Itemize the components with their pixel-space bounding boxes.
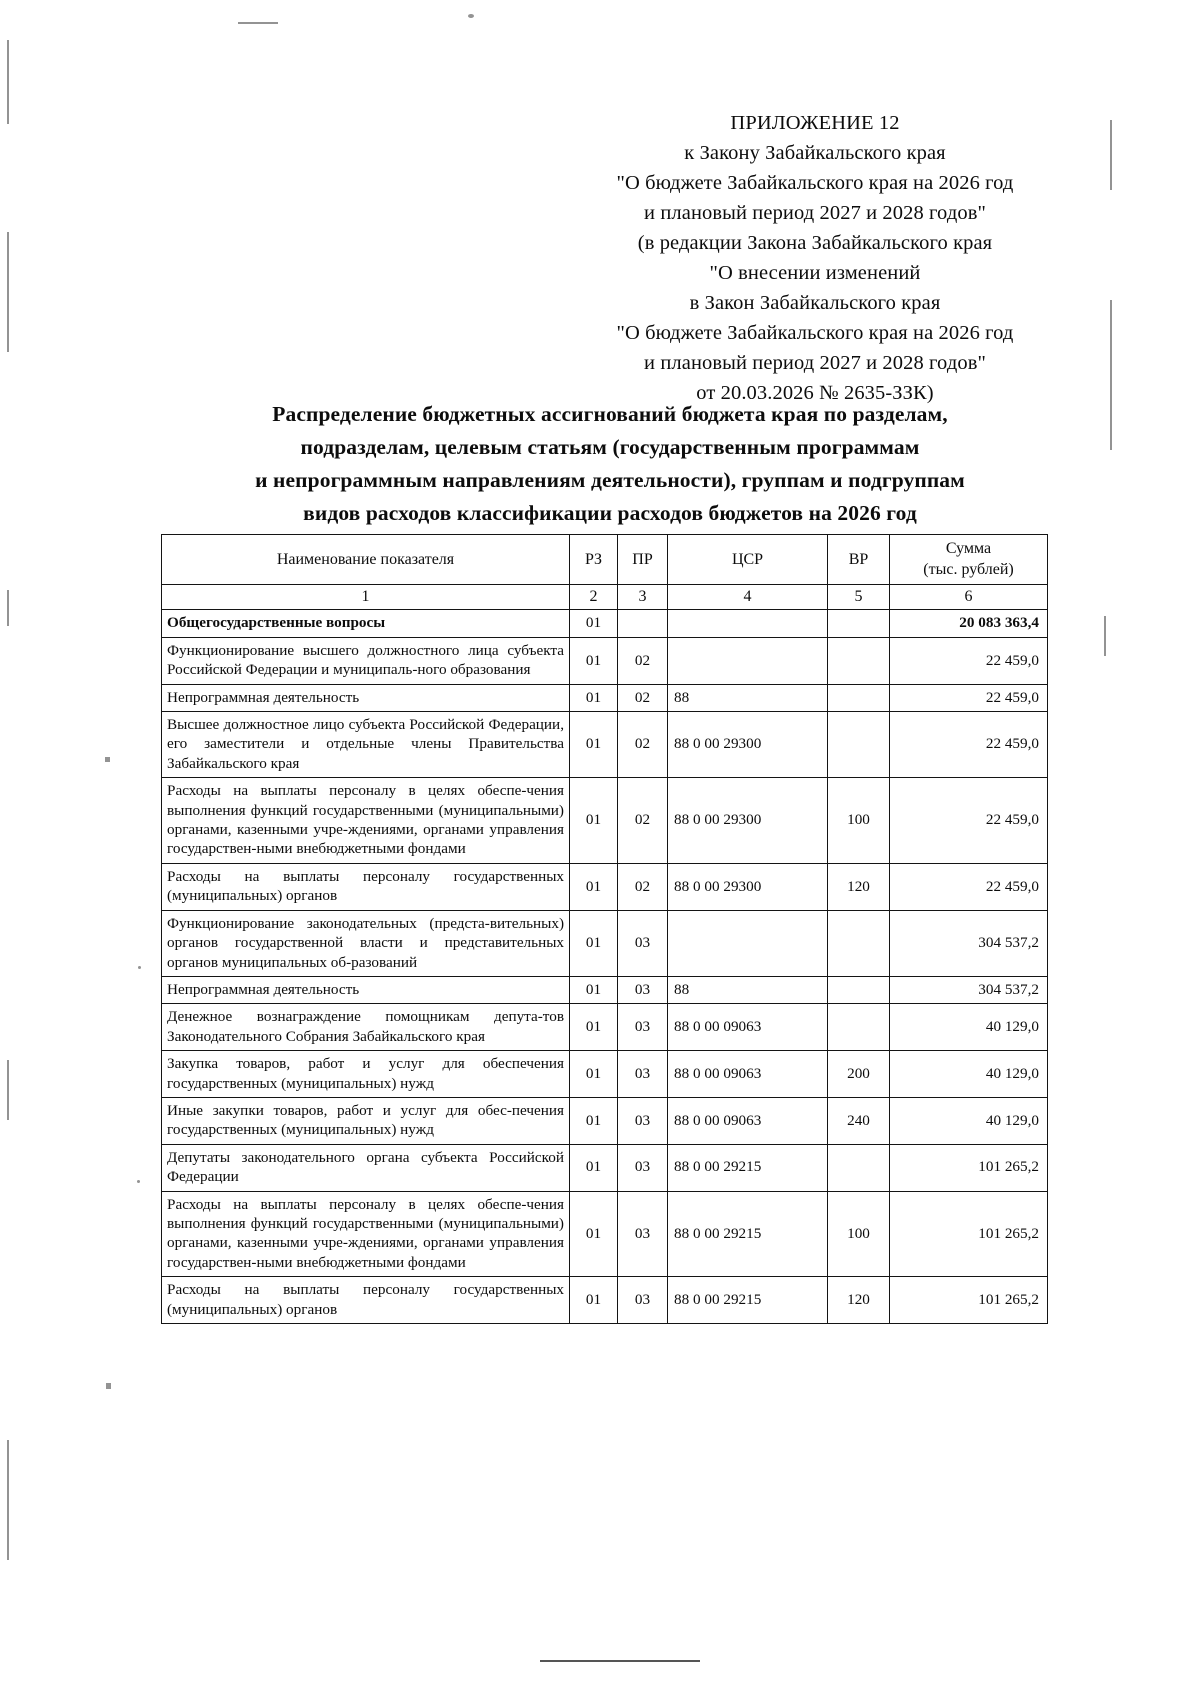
scan-artifact: [7, 1060, 9, 1120]
scan-artifact: [7, 40, 9, 124]
scan-artifact: [137, 1180, 140, 1183]
column-number-row: [162, 585, 1048, 610]
law-reference-line-6: в Закон Забайкальского края: [689, 292, 941, 314]
cell-indicator-name: Непрограммная деятельность: [162, 684, 570, 711]
page-footer-rule: [540, 1660, 700, 1662]
cell-rz: 01: [570, 1051, 618, 1098]
page-title-line-4: видов расходов классификации расходов бюджетов на 2026 год: [303, 501, 917, 525]
cell-rz: 01: [570, 684, 618, 711]
cell-csr: 88 0 00 29215: [668, 1277, 828, 1324]
cell-rz: 01: [570, 1144, 618, 1191]
cell-pr: 03: [618, 1277, 668, 1324]
cell-sum: 22 459,0: [890, 712, 1048, 778]
cell-rz: 01: [570, 863, 618, 910]
cell-csr: 88 0 00 09063: [668, 1097, 828, 1144]
page-title: [150, 398, 1070, 530]
table-row: [162, 610, 1048, 637]
column-number-3: 3: [618, 585, 668, 610]
cell-indicator-name: Расходы на выплаты персоналу государственных (муниципальных) органов: [162, 863, 570, 910]
cell-csr: [668, 610, 828, 637]
cell-sum: 22 459,0: [890, 684, 1048, 711]
cell-vr: 100: [828, 1191, 890, 1277]
column-header-vr: ВР: [828, 535, 890, 585]
cell-indicator-name: Расходы на выплаты персоналу государственных (муниципальных) органов: [162, 1277, 570, 1324]
scan-artifact: [106, 1383, 111, 1389]
column-number-6: 6: [890, 585, 1048, 610]
cell-rz: 01: [570, 1277, 618, 1324]
cell-vr: 120: [828, 863, 890, 910]
cell-vr: [828, 1004, 890, 1051]
cell-csr: [668, 637, 828, 684]
table-header: [162, 535, 1048, 585]
cell-rz: 01: [570, 778, 618, 864]
scan-artifact: [468, 14, 474, 18]
cell-csr: 88 0 00 29300: [668, 778, 828, 864]
cell-pr: 03: [618, 976, 668, 1003]
law-reference-line-7: "О бюджете Забайкальского края на 2026 год: [616, 322, 1014, 344]
cell-indicator-name: Закупка товаров, работ и услуг для обеспечения государственных (муниципальных) нужд: [162, 1051, 570, 1098]
cell-csr: 88 0 00 29215: [668, 1144, 828, 1191]
cell-sum: 101 265,2: [890, 1277, 1048, 1324]
cell-indicator-name: Непрограммная деятельность: [162, 976, 570, 1003]
cell-sum: 40 129,0: [890, 1051, 1048, 1098]
table-row: [162, 1191, 1048, 1277]
cell-pr: 02: [618, 863, 668, 910]
cell-sum: 304 537,2: [890, 976, 1048, 1003]
cell-vr: [828, 637, 890, 684]
cell-indicator-name: Функционирование законодательных (предста-вительных) органов государственной власти и представительных органов муниципальных об-разований: [162, 910, 570, 976]
cell-csr: 88: [668, 684, 828, 711]
cell-vr: [828, 610, 890, 637]
cell-vr: [828, 1144, 890, 1191]
scan-artifact: [238, 22, 278, 24]
cell-pr: 02: [618, 684, 668, 711]
cell-vr: 100: [828, 778, 890, 864]
scan-artifact: [138, 966, 141, 969]
cell-rz: 01: [570, 1191, 618, 1277]
table-row: [162, 863, 1048, 910]
cell-indicator-name: Расходы на выплаты персоналу в целях обеспе-чения выполнения функций государственными (муниципальными) органами, казенными учре-ждениями, органами управления государствен-ными внебюджетными фондами: [162, 1191, 570, 1277]
cell-csr: 88 0 00 09063: [668, 1051, 828, 1098]
column-header-sum: [890, 535, 1048, 585]
table-row: [162, 910, 1048, 976]
law-reference-line-2: "О бюджете Забайкальского края на 2026 год: [616, 172, 1014, 194]
cell-sum: 20 083 363,4: [890, 610, 1048, 637]
cell-rz: 01: [570, 1097, 618, 1144]
table-row: [162, 712, 1048, 778]
table-row: [162, 684, 1048, 711]
cell-csr: 88 0 00 29300: [668, 863, 828, 910]
cell-csr: 88 0 00 09063: [668, 1004, 828, 1051]
table-row: [162, 1277, 1048, 1324]
column-header-csr: ЦСР: [668, 535, 828, 585]
law-reference-line-8: и плановый период 2027 и 2028 годов": [644, 352, 986, 374]
table-body: [162, 585, 1048, 1324]
cell-indicator-name: Депутаты законодательного органа субъекта Российской Федерации: [162, 1144, 570, 1191]
budget-allocations-table: [161, 534, 1048, 1324]
cell-vr: [828, 976, 890, 1003]
table-row: [162, 976, 1048, 1003]
cell-csr: 88 0 00 29300: [668, 712, 828, 778]
table-row: [162, 1051, 1048, 1098]
table-row: [162, 637, 1048, 684]
table-row: [162, 1144, 1048, 1191]
cell-pr: 02: [618, 637, 668, 684]
column-header-sum-line2: (тыс. рублей): [923, 561, 1014, 578]
cell-vr: 120: [828, 1277, 890, 1324]
cell-sum: 40 129,0: [890, 1004, 1048, 1051]
cell-pr: 02: [618, 778, 668, 864]
page-title-line-2: подразделам, целевым статьям (государственным программам: [300, 435, 920, 459]
cell-pr: 03: [618, 1004, 668, 1051]
law-reference-line-5: "О внесении изменений: [709, 262, 921, 284]
scan-artifact: [1110, 300, 1112, 450]
cell-sum: 101 265,2: [890, 1191, 1048, 1277]
cell-rz: 01: [570, 1004, 618, 1051]
cell-rz: 01: [570, 976, 618, 1003]
cell-rz: 01: [570, 712, 618, 778]
cell-sum: 22 459,0: [890, 778, 1048, 864]
appendix-reference-block: [580, 108, 1050, 408]
cell-vr: [828, 712, 890, 778]
cell-indicator-name: Общегосударственные вопросы: [162, 610, 570, 637]
law-reference-line-4: (в редакции Закона Забайкальского края: [637, 232, 993, 254]
cell-pr: 03: [618, 1051, 668, 1098]
cell-pr: 02: [618, 712, 668, 778]
column-number-1: 1: [162, 585, 570, 610]
table-row: [162, 1097, 1048, 1144]
column-header-sum-line1: Сумма: [945, 540, 992, 557]
law-reference-line-3: и плановый период 2027 и 2028 годов": [644, 202, 986, 224]
cell-csr: [668, 910, 828, 976]
scan-artifact: [105, 757, 110, 762]
appendix-number: ПРИЛОЖЕНИЕ 12: [730, 112, 900, 134]
column-number-5: 5: [828, 585, 890, 610]
cell-pr: [618, 610, 668, 637]
page-title-line-3: и непрограммным направлениям деятельности), группам и подгруппам: [255, 468, 965, 492]
scan-artifact: [7, 1440, 9, 1560]
cell-csr: 88 0 00 29215: [668, 1191, 828, 1277]
cell-sum: 22 459,0: [890, 863, 1048, 910]
cell-vr: 240: [828, 1097, 890, 1144]
law-reference-line-1: к Закону Забайкальского края: [684, 142, 946, 164]
cell-pr: 03: [618, 1191, 668, 1277]
cell-indicator-name: Денежное вознаграждение помощникам депута-тов Законодательного Собрания Забайкальского края: [162, 1004, 570, 1051]
page-title-line-1: Распределение бюджетных ассигнований бюджета края по разделам,: [272, 402, 948, 426]
column-header-pr: ПР: [618, 535, 668, 585]
cell-indicator-name: Высшее должностное лицо субъекта Российской Федерации, его заместители и отдельные члены Правительства Забайкальского края: [162, 712, 570, 778]
cell-indicator-name: Функционирование высшего должностного лица субъекта Российской Федерации и муниципаль-ного образования: [162, 637, 570, 684]
cell-indicator-name: Расходы на выплаты персоналу в целях обеспе-чения выполнения функций государственными (муниципальными) органами, казенными учре-ждениями, органами управления государствен-ными внебюджетными фондами: [162, 778, 570, 864]
cell-sum: 22 459,0: [890, 637, 1048, 684]
cell-rz: 01: [570, 910, 618, 976]
table-row: [162, 1004, 1048, 1051]
scan-artifact: [7, 232, 9, 352]
cell-vr: 200: [828, 1051, 890, 1098]
scan-artifact: [1104, 616, 1106, 656]
cell-pr: 03: [618, 910, 668, 976]
cell-sum: 101 265,2: [890, 1144, 1048, 1191]
cell-pr: 03: [618, 1144, 668, 1191]
cell-vr: [828, 910, 890, 976]
cell-csr: 88: [668, 976, 828, 1003]
cell-indicator-name: Иные закупки товаров, работ и услуг для обес-печения государственных (муниципальных) нужд: [162, 1097, 570, 1144]
cell-vr: [828, 684, 890, 711]
column-header-name: Наименование показателя: [162, 535, 570, 585]
table-header-row: [162, 535, 1048, 585]
column-header-rz: РЗ: [570, 535, 618, 585]
cell-sum: 304 537,2: [890, 910, 1048, 976]
cell-rz: 01: [570, 610, 618, 637]
cell-rz: 01: [570, 637, 618, 684]
law-reference-date: от 20.03.2026 № 2635-ЗЗК): [696, 382, 934, 404]
table-row: [162, 778, 1048, 864]
scan-artifact: [1110, 120, 1112, 190]
cell-sum: 40 129,0: [890, 1097, 1048, 1144]
cell-pr: 03: [618, 1097, 668, 1144]
scan-artifact: [7, 590, 9, 626]
column-number-4: 4: [668, 585, 828, 610]
column-number-2: 2: [570, 585, 618, 610]
